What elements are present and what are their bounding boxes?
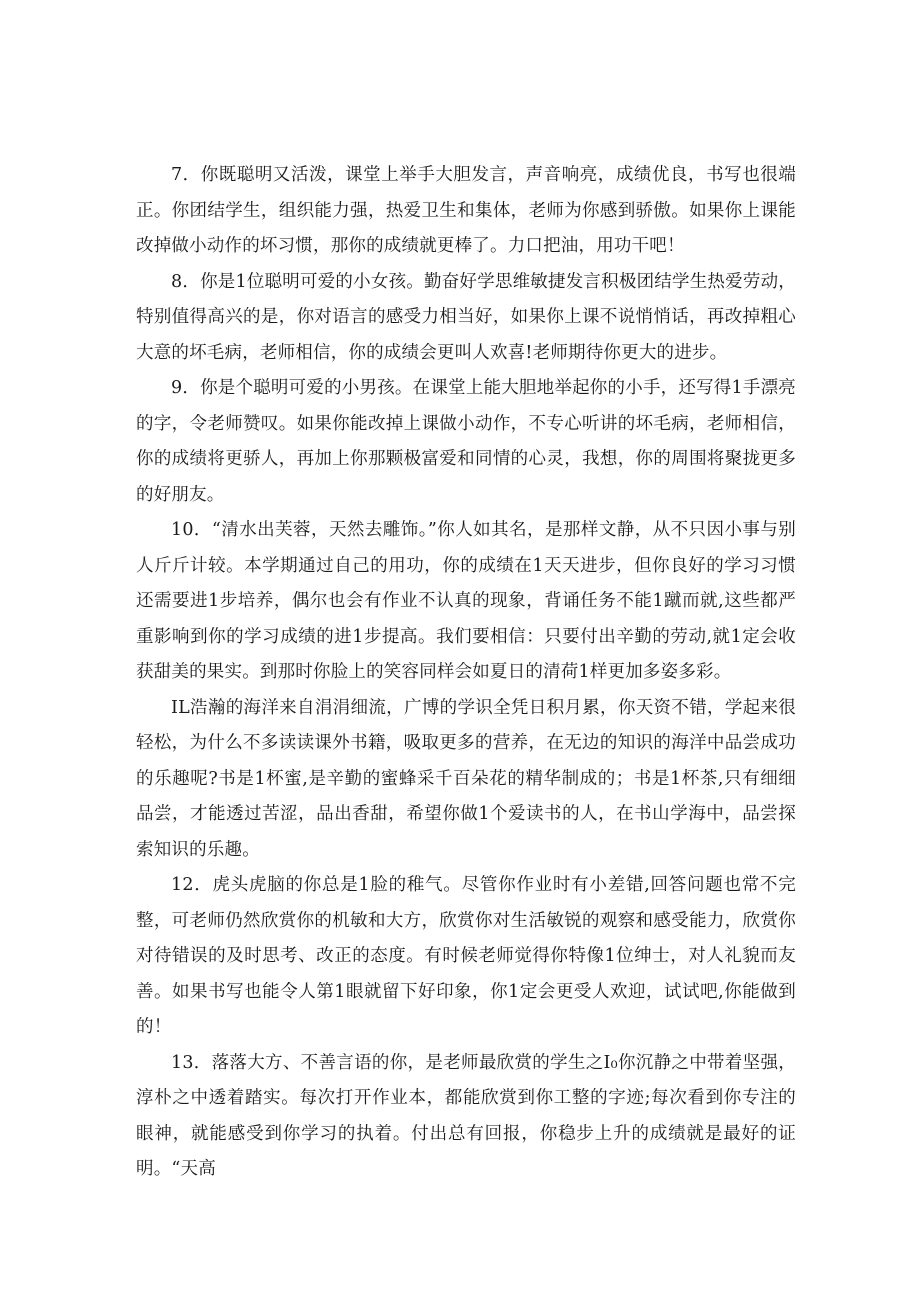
document-body (136, 158, 796, 1188)
paragraph-10: 10．“清水出芙蓉，天然去雕饰。”你人如其名，是那样文静，从不只因小事与别人斤斤计较。本学期通过自己的用功，你的成绩在1天天进步，但你良好的学习习惯还需要进1步培养，偶尔也会有作业不认真的现象，背诵任务不能1蹴而就,这些都严重影响到你的学习成绩的进1步提高。我们要相信：只要付出辛勤的劳动,就1定会收获甜美的果实。到那时你脸上的笑容同样会如夏日的清荷1样更加多姿多彩。 (136, 520, 796, 682)
paragraph-11: IL浩瀚的海洋来自涓涓细流，广博的学识全凭日积月累，你天资不错，学起来很轻松，为什么不多读读课外书籍，吸取更多的营养，在无边的知识的海洋中品尝成功的乐趣呢?书是1杯蜜,是辛勤的蜜蜂采千百朵花的精华制成的；书是1杯茶,只有细细品尝，才能透过苦涩，品出香甜，希望你做1个爱读书的人，在书山学海中，品尝探索知识的乐趣。 (136, 697, 796, 860)
paragraph-13: 13．落落大方、不善言语的你，是老师最欣赏的学生之I₀你沉静之中带着坚强，淳朴之中透着踏实。每次打开作业本，都能欣赏到你工整的字迹;每次看到你专注的眼神，就能感受到你学习的执着。付出总有回报，你稳步上升的成绩就是最好的证明。“天高 (136, 1052, 796, 1179)
paragraph-7: 7．你既聪明又活泼，课堂上举手大胆发言，声音响亮，成绩优良，书写也很端正。你团结学生，组织能力强，热爱卫生和集体，老师为你感到骄傲。如果你上课能改掉做小动作的坏习惯，那你的成绩就更棒了。力口把油，用功干吧！ (136, 165, 796, 256)
paragraph-9: 9．你是个聪明可爱的小男孩。在课堂上能大胆地举起你的小手，还写得1手漂亮的字，令老师赞叹。如果你能改掉上课做小动作，不专心听讲的坏毛病，老师相信，你的成绩将更骄人，再加上你那颗极富爱和同情的心灵，我想，你的周围将聚拢更多的好朋友。 (136, 378, 796, 505)
paragraph-12: 12．虎头虎脑的你总是1脸的稚气。尽管你作业时有小差错,回答问题也常不完整，可老师仍然欣赏你的机敏和大方，欣赏你对生活敏锐的观察和感受能力，欣赏你对待错误的及时思考、改正的态度。有时候老师觉得你特像1位绅士，对人礼貌而友善。如果书写也能令人第1眼就留下好印象，你1定会更受人欢迎，试试吧,你能做到的！ (136, 875, 796, 1037)
paragraph-8: 8．你是1位聪明可爱的小女孩。勤奋好学思维敏捷发言积极团结学生热爱劳动，特别值得高兴的是，你对语言的感受力相当好，如果你上课不说悄悄话，再改掉粗心大意的坏毛病，老师相信，你的成绩会更叫人欢喜!老师期待你更大的进步。 (136, 271, 796, 363)
